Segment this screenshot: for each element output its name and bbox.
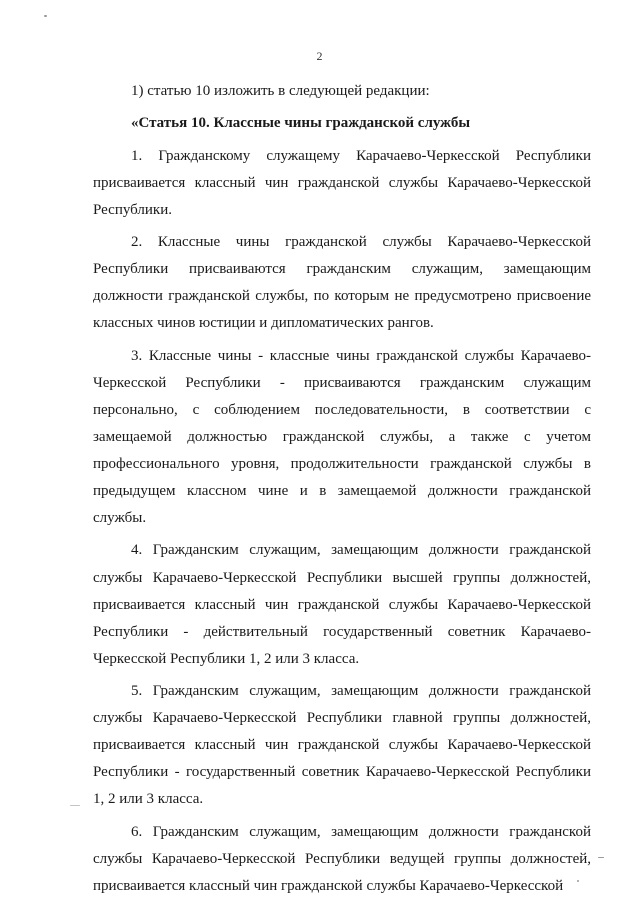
document-body [93,78,591,900]
scan-speck-bottom-right [598,857,604,858]
page-number: 2 [316,49,323,63]
paragraph-4: 4. Гражданским служащим, замещающим должности гражданской службы Карачаево-Черкесской Республики высшей группы должностей, присваивается классный чин гражданской службы Карачаево-Черкесской Республики - действительный государственный советник Карачаево-Черкесской Республики 1, 2 или 3 класса. [93,542,591,667]
paragraph-2: 2. Классные чины гражданской службы Карачаево-Черкесской Республики присваиваются гражданским служащим, замещающим должности гражданской службы, по которым не предусмотрено присвоение классных чинов юстиции и дипломатических рангов. [93,234,591,332]
paragraph-3: 3. Классные чины - классные чины гражданской службы Карачаево-Черкесской Республики - присваиваются гражданским служащим персонально, с соблюдением последовательности, в соответствии с замещаемой должностью гражданской службы, а также с учетом профессионального уровня, продолжительности гражданской службы в предыдущем классном чине и в замещаемой должности гражданской службы. [93,347,591,527]
paragraph-1: 1. Гражданскому служащему Карачаево-Черкесской Республики присваивается классный чин гражданской службы Карачаево-Черкесской Республики. [93,147,591,218]
scan-speck-top-left [44,15,47,17]
article-heading: «Статья 10. Классные чины гражданской службы [131,115,471,132]
paragraph-6: 6. Гражданским служащим, замещающим должности гражданской службы Карачаево-Черкесской Республики ведущей группы должностей, присваивается классный чин гражданской службы Карачаево-Черкесской [93,823,591,894]
paragraph-5: 5. Гражданским служащим, замещающим должности гражданской службы Карачаево-Черкесской Республики главной группы должностей, присваивается классный чин гражданской службы Карачаево-Черкесской Республики - государственный советник Карачаево-Черкесской Республики 1, 2 или 3 класса. [93,683,591,808]
amendment-intro: 1) статью 10 изложить в следующей редакции: [131,83,430,99]
scan-speck-left-margin [70,805,80,806]
